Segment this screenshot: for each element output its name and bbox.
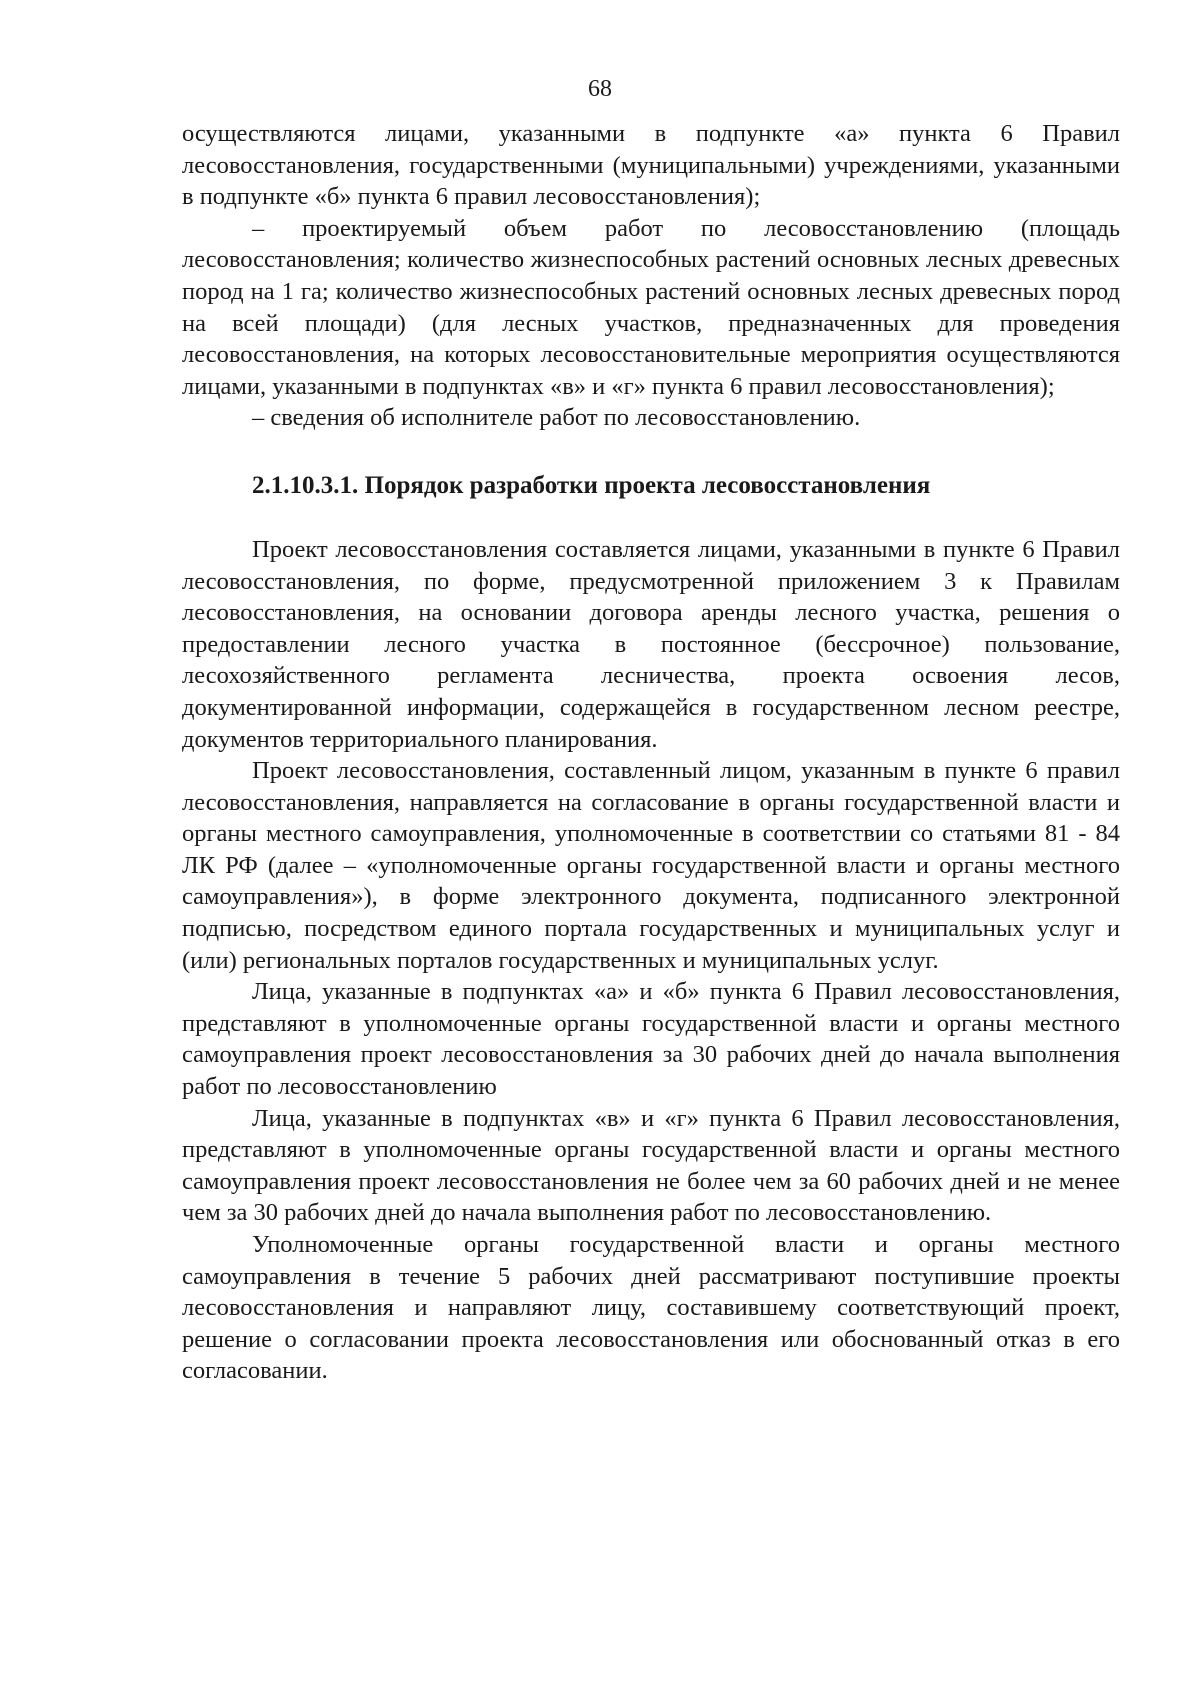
paragraph-submission-ab: Лица, указанные в подпунктах «а» и «б» пункта 6 Правил лесовосстановления, представляют в уполномоченные органы государственной власти и органы местного самоуправления проект лесовосстановления за 30 рабочих дней до начала выполнения работ по лесовосстановлению [182,978,1120,1101]
paragraph-submission-vg: Лица, указанные в подпунктах «в» и «г» пункта 6 Правил лесовосстановления, представляют в уполномоченные органы государственной власти и органы местного самоуправления проект лесовосстановления не более чем за 60 рабочих дней и не менее чем за 30 рабочих дней до начала выполнения работ по лесовосстановлению. [182,1104,1120,1227]
list-item-work-volume: – проектируемый объем работ по лесовосстановлению (площадь лесовосстановления; количество жизнеспособных растений основных лесных древесных пород на 1 га; количество жизнеспособных растений основных лесных древесных пород на всей площади) (для лесных участков, предназначенных для проведения лесовосстановления, на которых лесовосстановительные мероприятия осуществляются лицами, указанными в подпунктах «в» и «г» пункта 6 правил лесовосстановления); [182,214,1120,400]
page-number: 68 [588,76,612,102]
paragraph-project-approval: Проект лесовосстановления, составленный лицом, указанным в пункте 6 правил лесовосстановления, направляется на согласование в органы государственной власти и органы местного самоуправления, уполномоченные в соответствии со статьями 81 - 84 ЛК РФ (далее – «уполномоченные органы государственной власти и органы местного самоуправления»), в форме электронного документа, подписанного электронной подписью, посредством единого портала государственных и муниципальных услуг и (или) региональных порталов государственных и муниципальных услуг. [182,757,1120,974]
document-body [182,118,1120,1387]
paragraph-continuation: осуществляются лицами, указанными в подпункте «а» пункта 6 Правил лесовосстановления, государственными (муниципальными) учреждениями, указанными в подпункте «б» пункта 6 правил лесовосстановления); [182,120,1120,211]
section-heading: 2.1.10.3.1. Порядок разработки проекта лесовосстановления [252,471,931,499]
paragraph-project-preparation: Проект лесовосстановления составляется лицами, указанными в пункте 6 Правил лесовосстановления, по форме, предусмотренной приложением 3 к Правилам лесовосстановления, на основании договора аренды лесного участка, решения о предоставлении лесного участка в постоянное (бессрочное) пользование, лесохозяйственного регламента лесничества, проекта освоения лесов, документированной информации, содержащейся в государственном лесном реестре, документов территориального планирования. [182,535,1120,753]
list-item-contractor-info: – сведения об исполнителе работ по лесовосстановлению. [252,404,861,432]
paragraph-review: Уполномоченные органы государственной власти и органы местного самоуправления в течение 5 рабочих дней рассматривают поступившие проекты лесовосстановления и направляют лицу, составившему соответствующий проект, решение о согласовании проекта лесовосстановления или обоснованный отказ в его согласовании. [182,1231,1120,1385]
